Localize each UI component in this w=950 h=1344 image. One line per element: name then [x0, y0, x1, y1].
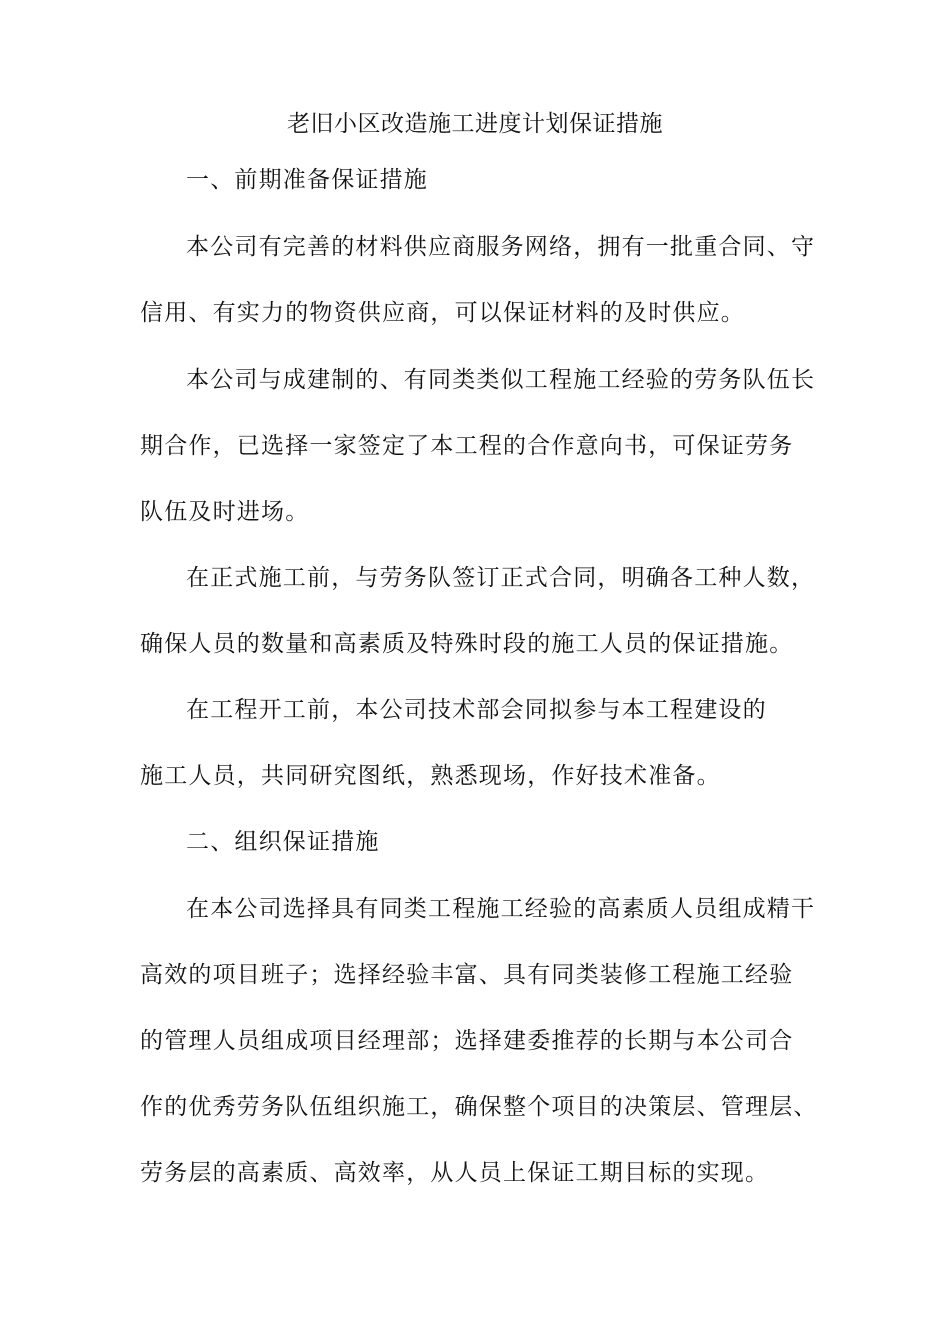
paragraph-line: 队伍及时进场。	[140, 499, 310, 525]
paragraph-line: 确保人员的数量和高素质及特殊时段的施工人员的保证措施。	[140, 631, 794, 657]
paragraph-line: 信用、有实力的物资供应商，可以保证材料的及时供应。	[140, 300, 745, 326]
paragraph-line: 本公司与成建制的、有同类类似工程施工经验的劳务队伍长	[186, 367, 816, 393]
paragraph-line: 作的优秀劳务队伍组织施工，确保整个项目的决策层、管理层、	[140, 1094, 818, 1120]
paragraph-line: 劳务层的高素质、高效率，从人员上保证工期目标的实现。	[140, 1160, 770, 1186]
section-heading-1: 一、前期准备保证措施	[186, 167, 428, 193]
paragraph-line: 在本公司选择具有同类工程施工经验的高素质人员组成精干	[186, 896, 816, 922]
paragraph-line: 在正式施工前，与劳务队签订正式合同，明确各工种人数，	[186, 565, 816, 591]
paragraph-line: 期合作，已选择一家签定了本工程的合作意向书，可保证劳务	[140, 433, 794, 459]
paragraph-line: 本公司有完善的材料供应商服务网络，拥有一批重合同、守	[186, 234, 816, 260]
section-heading-2: 二、组织保证措施	[186, 829, 380, 855]
paragraph-line: 高效的项目班子；选择经验丰富、具有同类装修工程施工经验	[140, 962, 794, 988]
document-title: 老旧小区改造施工进度计划保证措施	[287, 111, 663, 137]
paragraph-line: 施工人员，共同研究图纸，熟悉现场，作好技术准备。	[140, 763, 721, 789]
paragraph-line: 的管理人员组成项目经理部；选择建委推荐的长期与本公司合	[140, 1028, 794, 1054]
paragraph-line: 在工程开工前，本公司技术部会同拟参与本工程建设的	[186, 697, 767, 723]
